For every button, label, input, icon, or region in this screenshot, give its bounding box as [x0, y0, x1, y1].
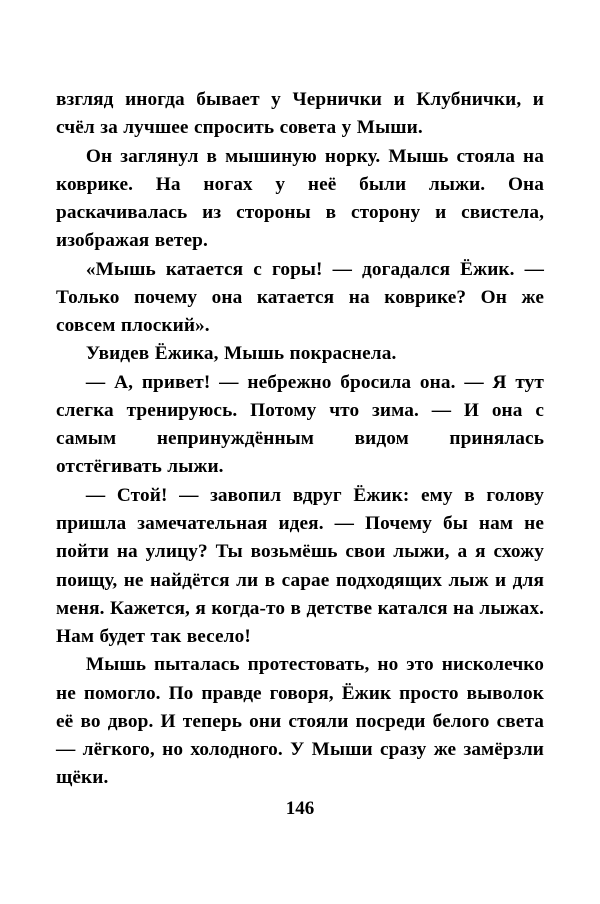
paragraph: — А, привет! — небрежно бросила она. — Я тут слегка тренируюсь. Потому что зима. — И она с самым непринуждённым видом принялась отстёгивать лыжи.: [56, 371, 544, 478]
paragraph: Увидев Ёжика, Мышь покраснела.: [85, 343, 397, 365]
page-body-text: [56, 86, 544, 793]
paragraph-continuation: взгляд иногда бывает у Чернички и Клубнички, и счёл за лучшее спросить совета у Мыши.: [56, 89, 544, 139]
paragraph: «Мышь катается с горы! — догадался Ёжик. — Только почему она катается на коврике? Он же совсем плоский».: [56, 258, 544, 337]
paragraph: — Стой! — завопил вдруг Ёжик: ему в голову пришла замечательная идея. — Почему бы нам не пойти на улицу? Ты возьмёшь свои лыжи, а я схожу поищу, не найдётся ли в сарае подходящих лыж и для меня. Кажется, я когда-то в детстве катался на лыжах. Нам будет так весело!: [56, 484, 544, 648]
paragraph: Мышь пыталась протестовать, но это нисколечко не помогло. По правде говоря, Ёжик просто выволок её во двор. И теперь они стояли посреди белого света — лёгкого, но холодного. У Мыши сразу же замёрзли щёки.: [56, 654, 544, 789]
paragraph: Он заглянул в мышиную норку. Мышь стояла на коврике. На ногах у неё были лыжи. Она раскачивалась из стороны в сторону и свистела, изображая ветер.: [56, 145, 544, 252]
page-number: 146: [285, 798, 315, 819]
